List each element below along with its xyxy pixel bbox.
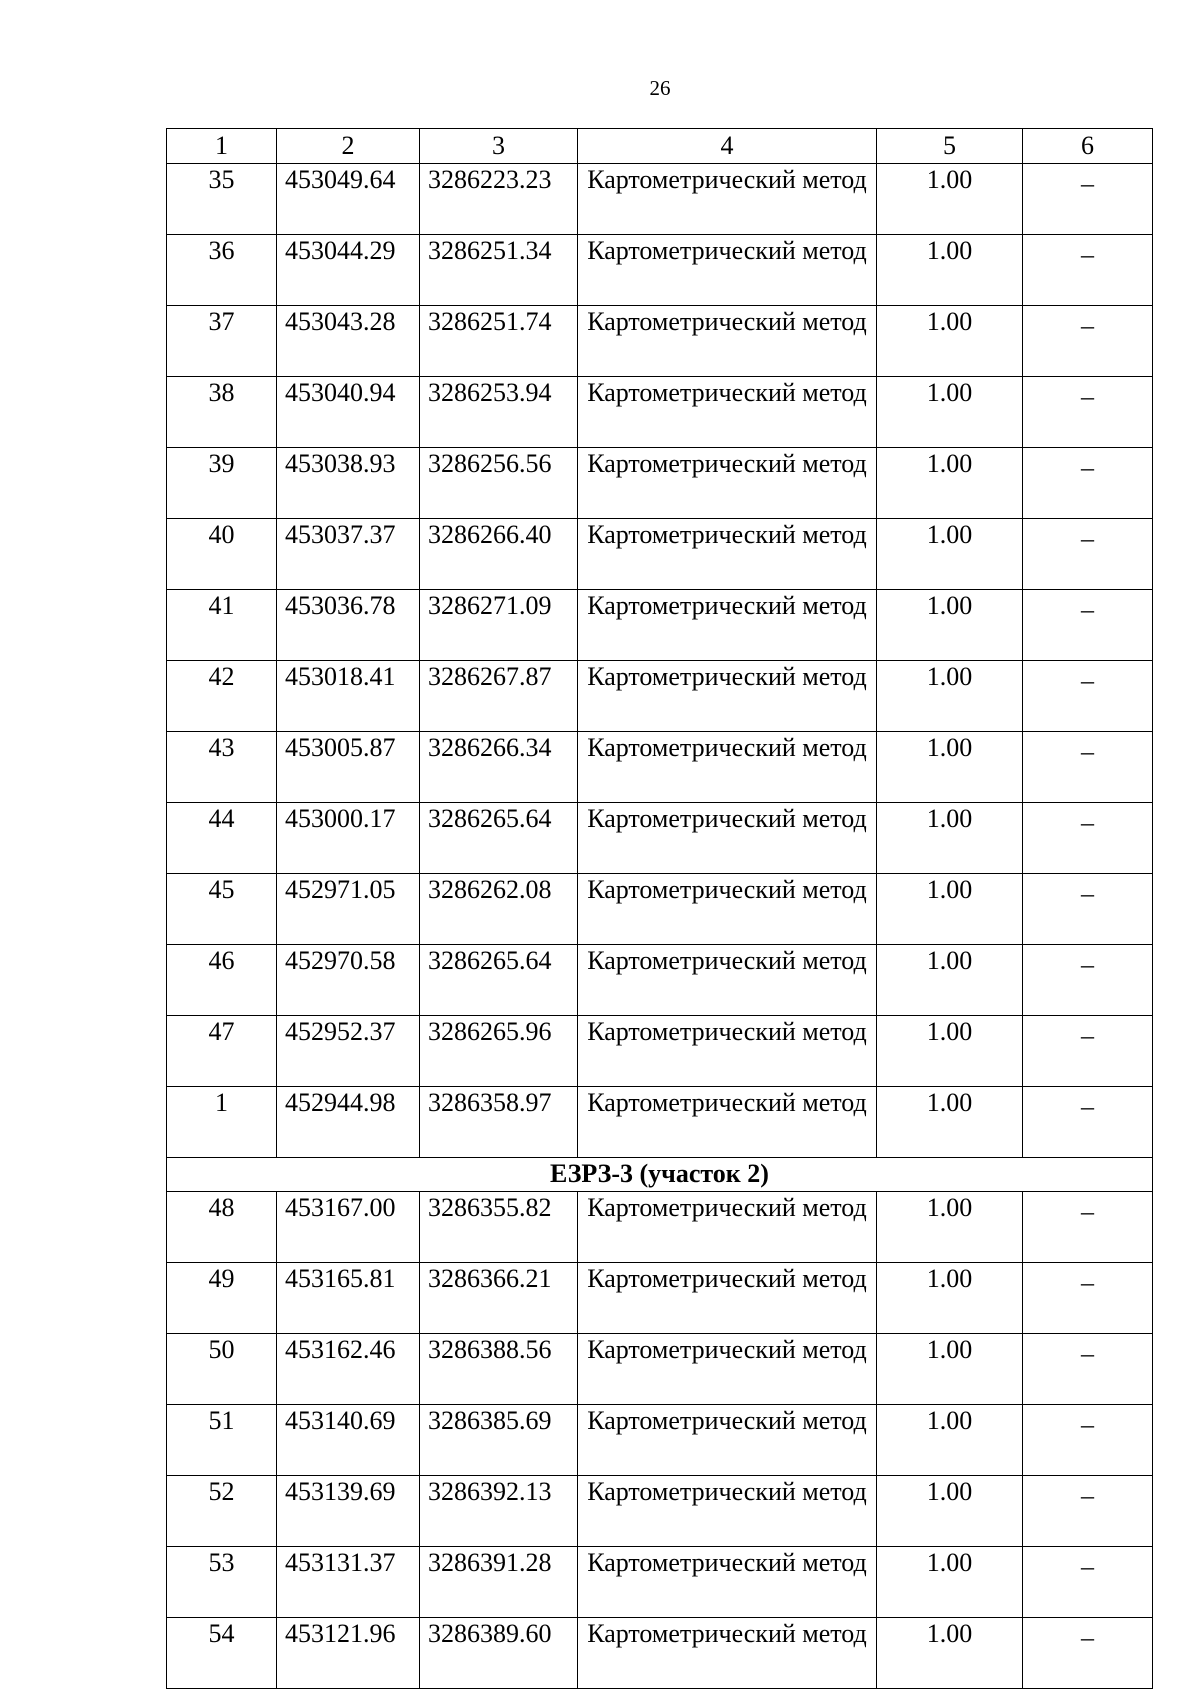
y-coordinate-cell: 3286256.56 (420, 448, 578, 519)
x-coordinate-cell: 453044.29 (277, 235, 420, 306)
y-coordinate-cell: 3286251.34 (420, 235, 578, 306)
y-coordinate-cell: 3286391.28 (420, 1547, 578, 1618)
x-coordinate-cell: 453131.37 (277, 1547, 420, 1618)
method-cell: Картометрический метод (578, 235, 877, 306)
method-cell: Картометрический метод (578, 590, 877, 661)
note-cell: – (1023, 448, 1153, 519)
method-cell: Картометрический метод (578, 874, 877, 945)
note-cell: – (1023, 1405, 1153, 1476)
table-row (167, 590, 1153, 661)
note-cell: – (1023, 1476, 1153, 1547)
point-number-cell: 50 (167, 1334, 277, 1405)
table-row (167, 377, 1153, 448)
y-coordinate-cell: 3286388.56 (420, 1334, 578, 1405)
y-coordinate-cell: 3286265.96 (420, 1016, 578, 1087)
note-cell: – (1023, 1334, 1153, 1405)
table-row (167, 874, 1153, 945)
table-row (167, 1547, 1153, 1618)
point-number-cell: 51 (167, 1405, 277, 1476)
x-coordinate-cell: 453121.96 (277, 1618, 420, 1689)
table-row (167, 1476, 1153, 1547)
x-coordinate-cell: 453037.37 (277, 519, 420, 590)
method-cell: Картометрический метод (578, 945, 877, 1016)
method-cell: Картометрический метод (578, 1192, 877, 1263)
point-number-cell: 49 (167, 1263, 277, 1334)
method-cell: Картометрический метод (578, 377, 877, 448)
method-cell: Картометрический метод (578, 1405, 877, 1476)
column-number: 5 (877, 129, 1023, 164)
page-number: 26 (649, 76, 671, 100)
point-number-cell: 53 (167, 1547, 277, 1618)
table-row (167, 235, 1153, 306)
y-coordinate-cell: 3286355.82 (420, 1192, 578, 1263)
x-coordinate-cell: 452970.58 (277, 945, 420, 1016)
x-coordinate-cell: 453038.93 (277, 448, 420, 519)
accuracy-cell: 1.00 (877, 1405, 1023, 1476)
point-number-cell: 48 (167, 1192, 277, 1263)
y-coordinate-cell: 3286358.97 (420, 1087, 578, 1158)
table-row (167, 1263, 1153, 1334)
table-row (167, 732, 1153, 803)
accuracy-cell: 1.00 (877, 1192, 1023, 1263)
note-cell: – (1023, 590, 1153, 661)
table-body (167, 129, 1153, 1689)
note-cell: – (1023, 235, 1153, 306)
x-coordinate-cell: 453000.17 (277, 803, 420, 874)
column-number: 6 (1023, 129, 1153, 164)
column-number: 3 (420, 129, 578, 164)
point-number-cell: 45 (167, 874, 277, 945)
point-number-cell: 54 (167, 1618, 277, 1689)
accuracy-cell: 1.00 (877, 1016, 1023, 1087)
point-number-cell: 43 (167, 732, 277, 803)
point-number-cell: 44 (167, 803, 277, 874)
table-row (167, 1618, 1153, 1689)
accuracy-cell: 1.00 (877, 661, 1023, 732)
point-number-cell: 1 (167, 1087, 277, 1158)
y-coordinate-cell: 3286385.69 (420, 1405, 578, 1476)
accuracy-cell: 1.00 (877, 1618, 1023, 1689)
x-coordinate-cell: 452971.05 (277, 874, 420, 945)
note-cell: – (1023, 1192, 1153, 1263)
table-row (167, 1192, 1153, 1263)
y-coordinate-cell: 3286265.64 (420, 803, 578, 874)
accuracy-cell: 1.00 (877, 235, 1023, 306)
table-row (167, 1016, 1153, 1087)
note-cell: – (1023, 1547, 1153, 1618)
x-coordinate-cell: 453018.41 (277, 661, 420, 732)
method-cell: Картометрический метод (578, 519, 877, 590)
note-cell: – (1023, 519, 1153, 590)
x-coordinate-cell: 453049.64 (277, 164, 420, 235)
accuracy-cell: 1.00 (877, 1476, 1023, 1547)
y-coordinate-cell: 3286267.87 (420, 661, 578, 732)
table-row (167, 945, 1153, 1016)
table-row (167, 1405, 1153, 1476)
y-coordinate-cell: 3286262.08 (420, 874, 578, 945)
x-coordinate-cell: 453043.28 (277, 306, 420, 377)
y-coordinate-cell: 3286266.40 (420, 519, 578, 590)
y-coordinate-cell: 3286223.23 (420, 164, 578, 235)
accuracy-cell: 1.00 (877, 1263, 1023, 1334)
method-cell: Картометрический метод (578, 1618, 877, 1689)
note-cell: – (1023, 1016, 1153, 1087)
method-cell: Картометрический метод (578, 1547, 877, 1618)
accuracy-cell: 1.00 (877, 590, 1023, 661)
coordinates-table-container (166, 128, 1152, 1689)
accuracy-cell: 1.00 (877, 377, 1023, 448)
point-number-cell: 40 (167, 519, 277, 590)
y-coordinate-cell: 3286392.13 (420, 1476, 578, 1547)
note-cell: – (1023, 1087, 1153, 1158)
point-number-cell: 46 (167, 945, 277, 1016)
method-cell: Картометрический метод (578, 1087, 877, 1158)
method-cell: Картометрический метод (578, 448, 877, 519)
x-coordinate-cell: 453162.46 (277, 1334, 420, 1405)
note-cell: – (1023, 1618, 1153, 1689)
y-coordinate-cell: 3286389.60 (420, 1618, 578, 1689)
table-row (167, 448, 1153, 519)
column-number: 4 (578, 129, 877, 164)
method-cell: Картометрический метод (578, 306, 877, 377)
x-coordinate-cell: 453140.69 (277, 1405, 420, 1476)
x-coordinate-cell: 453005.87 (277, 732, 420, 803)
table-row (167, 1334, 1153, 1405)
y-coordinate-cell: 3286265.64 (420, 945, 578, 1016)
point-number-cell: 37 (167, 306, 277, 377)
accuracy-cell: 1.00 (877, 803, 1023, 874)
note-cell: – (1023, 732, 1153, 803)
section-header-row (167, 1158, 1153, 1192)
accuracy-cell: 1.00 (877, 1334, 1023, 1405)
x-coordinate-cell: 453040.94 (277, 377, 420, 448)
note-cell: – (1023, 803, 1153, 874)
point-number-cell: 39 (167, 448, 277, 519)
table-row (167, 164, 1153, 235)
point-number-cell: 41 (167, 590, 277, 661)
x-coordinate-cell: 453167.00 (277, 1192, 420, 1263)
note-cell: – (1023, 874, 1153, 945)
method-cell: Картометрический метод (578, 1263, 877, 1334)
accuracy-cell: 1.00 (877, 732, 1023, 803)
note-cell: – (1023, 164, 1153, 235)
method-cell: Картометрический метод (578, 803, 877, 874)
column-number: 2 (277, 129, 420, 164)
accuracy-cell: 1.00 (877, 164, 1023, 235)
note-cell: – (1023, 945, 1153, 1016)
method-cell: Картометрический метод (578, 164, 877, 235)
y-coordinate-cell: 3286251.74 (420, 306, 578, 377)
x-coordinate-cell: 453139.69 (277, 1476, 420, 1547)
table-row (167, 306, 1153, 377)
point-number-cell: 47 (167, 1016, 277, 1087)
accuracy-cell: 1.00 (877, 519, 1023, 590)
section-title: ЕЗРЗ-3 (участок 2) (167, 1158, 1153, 1192)
x-coordinate-cell: 452952.37 (277, 1016, 420, 1087)
method-cell: Картометрический метод (578, 1016, 877, 1087)
column-number-row (167, 129, 1153, 164)
point-number-cell: 36 (167, 235, 277, 306)
point-number-cell: 42 (167, 661, 277, 732)
column-number: 1 (167, 129, 277, 164)
accuracy-cell: 1.00 (877, 448, 1023, 519)
note-cell: – (1023, 1263, 1153, 1334)
method-cell: Картометрический метод (578, 1334, 877, 1405)
y-coordinate-cell: 3286366.21 (420, 1263, 578, 1334)
method-cell: Картометрический метод (578, 732, 877, 803)
x-coordinate-cell: 452944.98 (277, 1087, 420, 1158)
x-coordinate-cell: 453165.81 (277, 1263, 420, 1334)
y-coordinate-cell: 3286271.09 (420, 590, 578, 661)
accuracy-cell: 1.00 (877, 306, 1023, 377)
note-cell: – (1023, 661, 1153, 732)
y-coordinate-cell: 3286253.94 (420, 377, 578, 448)
table-row (167, 661, 1153, 732)
point-number-cell: 38 (167, 377, 277, 448)
note-cell: – (1023, 377, 1153, 448)
point-number-cell: 52 (167, 1476, 277, 1547)
accuracy-cell: 1.00 (877, 1087, 1023, 1158)
accuracy-cell: 1.00 (877, 874, 1023, 945)
table-row (167, 519, 1153, 590)
note-cell: – (1023, 306, 1153, 377)
method-cell: Картометрический метод (578, 661, 877, 732)
table-row (167, 1087, 1153, 1158)
x-coordinate-cell: 453036.78 (277, 590, 420, 661)
y-coordinate-cell: 3286266.34 (420, 732, 578, 803)
coordinates-table (166, 128, 1153, 1689)
table-row (167, 803, 1153, 874)
point-number-cell: 35 (167, 164, 277, 235)
accuracy-cell: 1.00 (877, 945, 1023, 1016)
accuracy-cell: 1.00 (877, 1547, 1023, 1618)
method-cell: Картометрический метод (578, 1476, 877, 1547)
